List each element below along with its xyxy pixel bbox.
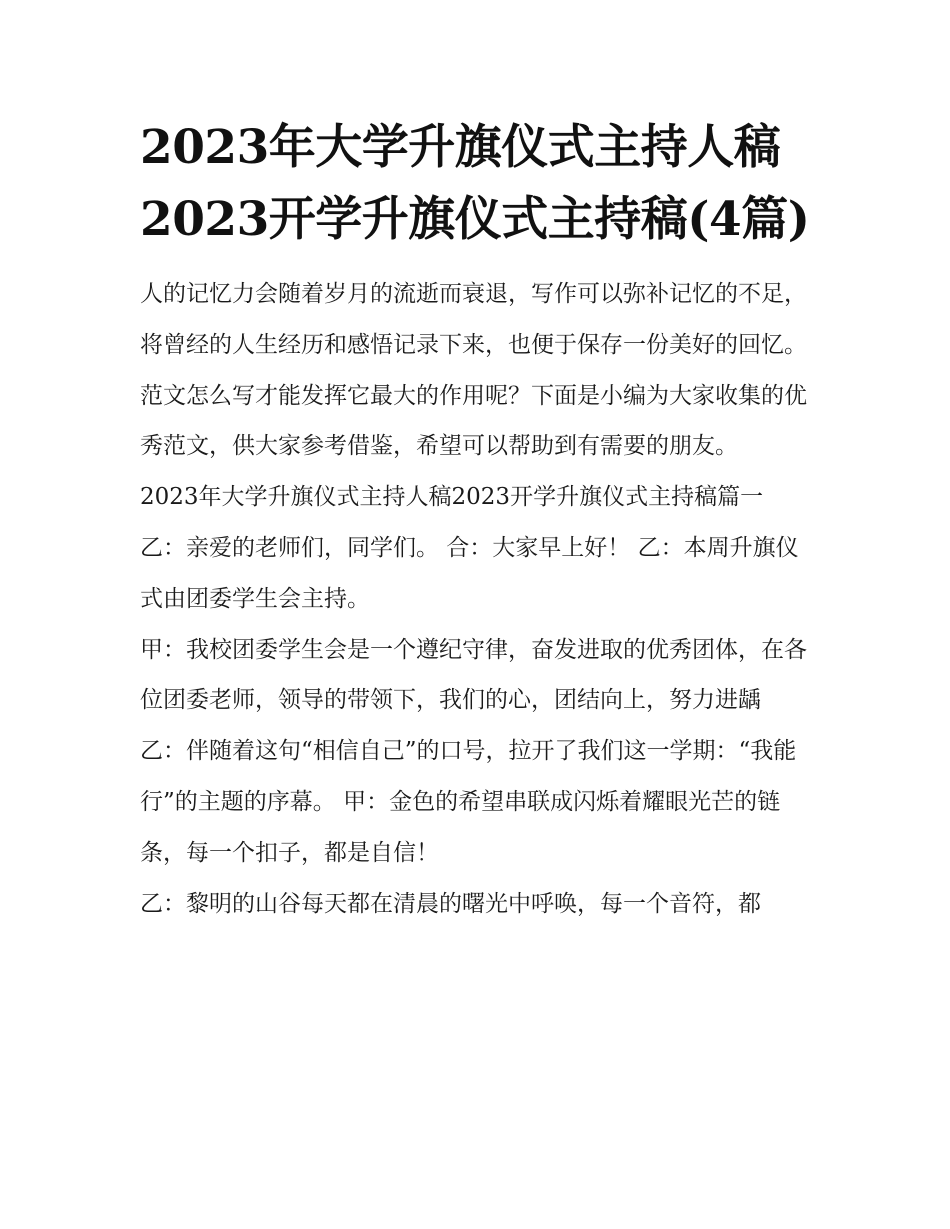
- dialogue-paragraph: 乙：伴随着这句“相信自己”的口号，拉开了我们这一学期：“我能行”的主题的序幕。 甲：金色的希望串联成闪烁着耀眼光芒的链条，每一个扣子，都是自信！: [140, 738, 797, 866]
- dialogue-paragraph: 甲：我校团委学生会是一个遵纪守律，奋发进取的优秀团体，在各位团委老师，领导的带领下，我们的心，团结向上，努力进龋: [140, 636, 807, 714]
- document-title: 2023年大学升旗仪式主持人稿2023开学升旗仪式主持稿(4篇): [140, 120, 810, 247]
- intro-paragraph: 人的记忆力会随着岁月的流逝而衰退，写作可以弥补记忆的不足，将曾经的人生经历和感悟记录下来，也便于保存一份美好的回忆。范文怎么写才能发挥它最大的作用呢？下面是小编为大家收集的优秀范文，供大家参考借鉴，希望可以帮助到有需要的朋友。: [140, 281, 807, 460]
- dialogue-paragraph: 乙：亲爱的老师们，同学们。 合：大家早上好！ 乙：本周升旗仪式由团委学生会主持。: [140, 534, 799, 612]
- document-page: [140, 112, 812, 929]
- dialogue-paragraph: 乙：黎明的山谷每天都在清晨的曙光中呼唤，每一个音符，都: [140, 890, 761, 917]
- document-body: [140, 269, 812, 929]
- section-heading: 2023年大学升旗仪式主持人稿2023开学升旗仪式主持稿篇一: [140, 484, 764, 511]
